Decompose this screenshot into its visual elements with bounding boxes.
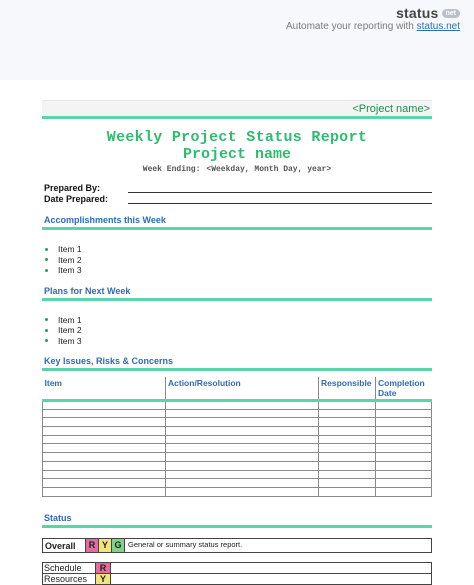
- table-cell[interactable]: [43, 453, 166, 462]
- project-name-header: [42, 100, 432, 119]
- issues-header-row: [43, 377, 432, 401]
- plans-list: [42, 315, 432, 347]
- bullet-icon: [45, 248, 48, 251]
- table-cell[interactable]: [319, 444, 376, 453]
- table-cell[interactable]: [43, 427, 166, 436]
- table-cell[interactable]: [376, 487, 432, 496]
- status-heading: Status: [42, 511, 432, 528]
- schedule-row: [42, 563, 432, 574]
- overall-status-row: [42, 538, 432, 553]
- col-responsible: Responsible: [319, 377, 376, 401]
- brand-badge: net: [442, 9, 461, 18]
- col-item: Item: [44, 378, 62, 388]
- table-cell[interactable]: [319, 461, 376, 470]
- issues-body: [43, 401, 432, 497]
- table-cell[interactable]: [319, 479, 376, 488]
- issues-section: [42, 354, 432, 497]
- table-cell[interactable]: [166, 427, 319, 436]
- prepared-by-label: Prepared By:: [44, 183, 101, 193]
- bullet-icon: [45, 258, 48, 261]
- resources-label: Resources: [44, 573, 88, 584]
- table-row: [43, 461, 432, 470]
- bullet-icon: [45, 339, 48, 342]
- table-cell[interactable]: [43, 487, 166, 496]
- table-cell[interactable]: [319, 453, 376, 462]
- week-ending-value[interactable]: <Weekday, Month Day, year>: [206, 165, 332, 174]
- list-item[interactable]: Item 1: [45, 244, 432, 255]
- table-cell[interactable]: [376, 409, 432, 418]
- table-cell[interactable]: [319, 409, 376, 418]
- table-cell[interactable]: [376, 444, 432, 453]
- table-cell[interactable]: [376, 470, 432, 479]
- issues-heading: Key Issues, Risks & Concerns: [42, 354, 432, 371]
- table-cell[interactable]: [376, 461, 432, 470]
- table-cell[interactable]: [166, 435, 319, 444]
- prepared-by-row: [42, 183, 432, 194]
- table-cell[interactable]: [43, 444, 166, 453]
- tagline-text: Automate your reporting with: [286, 21, 414, 32]
- list-item[interactable]: Item 3: [45, 336, 432, 347]
- table-cell[interactable]: [376, 453, 432, 462]
- table-row: [43, 401, 432, 410]
- schedule-label: Schedule: [44, 562, 82, 573]
- plans-section: [42, 284, 432, 347]
- table-cell[interactable]: [319, 401, 376, 410]
- prepared-by-field[interactable]: [128, 192, 432, 193]
- table-row: [43, 479, 432, 488]
- table-cell[interactable]: [43, 479, 166, 488]
- col-action: Action/Resolution: [166, 377, 319, 401]
- table-cell[interactable]: [166, 470, 319, 479]
- brand-logo[interactable]: [396, 5, 460, 21]
- rating-yellow[interactable]: Y: [98, 539, 111, 552]
- table-cell[interactable]: [319, 470, 376, 479]
- date-prepared-label: Date Prepared:: [44, 194, 109, 204]
- accomplishments-section: [42, 213, 432, 276]
- table-row: [43, 418, 432, 427]
- table-cell[interactable]: [43, 418, 166, 427]
- project-name-tag[interactable]: <Project name>: [352, 103, 430, 115]
- table-row: [43, 444, 432, 453]
- table-cell[interactable]: [43, 470, 166, 479]
- plans-heading: Plans for Next Week: [42, 284, 432, 301]
- table-row: [43, 409, 432, 418]
- week-ending-label: Week Ending:: [142, 165, 201, 174]
- report-document: [42, 100, 432, 585]
- table-cell[interactable]: [166, 487, 319, 496]
- status-summary[interactable]: General or summary status report.: [124, 539, 431, 552]
- week-ending: [42, 165, 432, 174]
- table-row: [43, 487, 432, 496]
- bullet-icon: [45, 269, 48, 272]
- table-cell[interactable]: [376, 427, 432, 436]
- schedule-rating[interactable]: R: [95, 563, 110, 573]
- table-cell[interactable]: [319, 435, 376, 444]
- table-cell[interactable]: [376, 401, 432, 410]
- top-banner: [0, 0, 474, 80]
- prepared-block: [42, 183, 432, 205]
- table-row: [43, 427, 432, 436]
- bullet-icon: [45, 329, 48, 332]
- tagline: [286, 21, 460, 32]
- table-cell[interactable]: [43, 409, 166, 418]
- table-cell[interactable]: [319, 418, 376, 427]
- status-subrows: [42, 562, 432, 585]
- table-cell[interactable]: [376, 479, 432, 488]
- table-row: [43, 470, 432, 479]
- status-section: [42, 511, 432, 585]
- schedule-notes[interactable]: [110, 563, 431, 573]
- table-cell[interactable]: [43, 435, 166, 444]
- report-title: Weekly Project Status Report: [106, 129, 368, 146]
- list-item[interactable]: Item 3: [45, 265, 432, 276]
- resources-row: [42, 574, 432, 585]
- brand-name: status: [396, 5, 439, 21]
- accomplishments-heading: Accomplishments this Week: [42, 213, 432, 230]
- bullet-icon: [45, 318, 48, 321]
- list-item[interactable]: Item 2: [45, 255, 432, 266]
- table-row: [43, 453, 432, 462]
- table-cell[interactable]: [319, 427, 376, 436]
- table-cell[interactable]: [43, 401, 166, 410]
- table-cell[interactable]: [43, 461, 166, 470]
- accomplishments-list: [42, 244, 432, 276]
- status-net-link[interactable]: status.net: [416, 21, 460, 32]
- table-cell[interactable]: [166, 479, 319, 488]
- list-item[interactable]: Item 2: [45, 325, 432, 336]
- list-item[interactable]: Item 1: [45, 315, 432, 326]
- resources-notes[interactable]: [110, 574, 431, 584]
- date-prepared-row: [42, 194, 432, 205]
- resources-rating[interactable]: Y: [95, 574, 110, 584]
- table-cell[interactable]: [166, 453, 319, 462]
- table-cell[interactable]: [166, 401, 319, 410]
- table-row: [43, 435, 432, 444]
- date-prepared-field[interactable]: [128, 203, 432, 204]
- table-cell[interactable]: [166, 444, 319, 453]
- table-cell[interactable]: [166, 461, 319, 470]
- table-cell[interactable]: [166, 418, 319, 427]
- table-cell[interactable]: [166, 409, 319, 418]
- table-cell[interactable]: [376, 418, 432, 427]
- project-title[interactable]: Project name: [182, 146, 292, 163]
- table-cell[interactable]: [376, 435, 432, 444]
- rating-green[interactable]: G: [111, 539, 124, 552]
- table-cell[interactable]: [319, 487, 376, 496]
- issues-table: [42, 377, 432, 497]
- rating-red[interactable]: R: [85, 539, 98, 552]
- overall-label: Overall: [45, 540, 76, 551]
- col-completion-date: Completion Date: [376, 377, 432, 401]
